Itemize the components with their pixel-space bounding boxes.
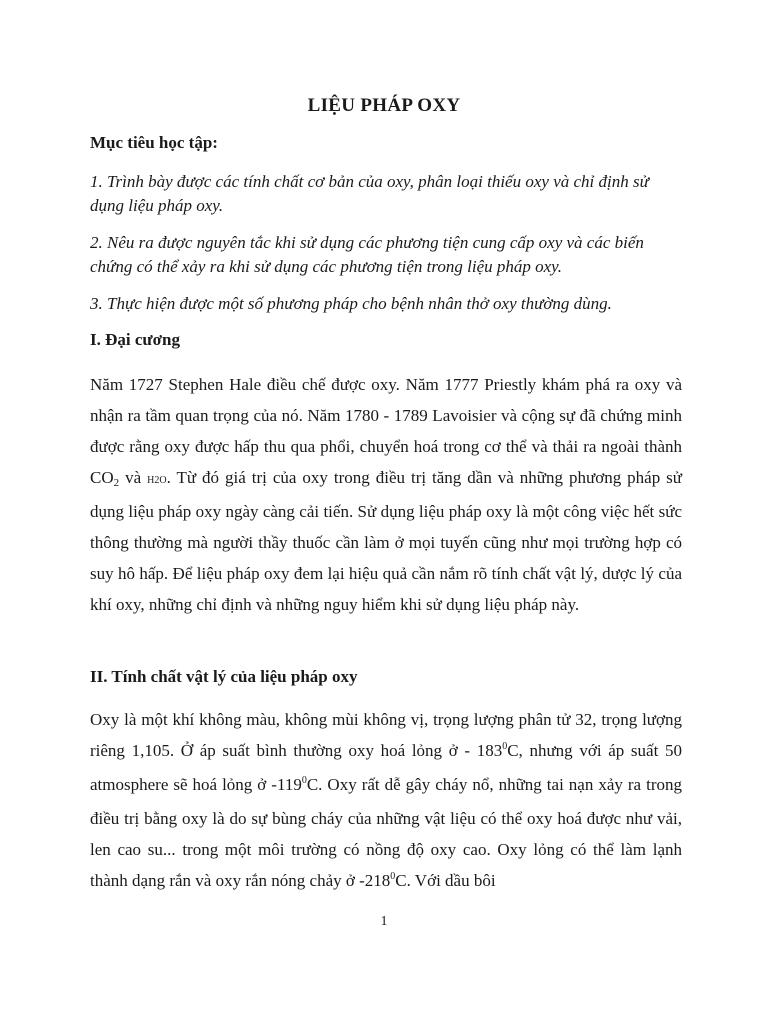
paragraph-text: C. Oxy rất dễ gây cháy nổ, những tai nạn xảy ra trong điều trị bằng oxy là do sự bùng cháy của những vật liệu có thể oxy hoá được như vải, len cao su... trong một môi trường có nồng độ oxy cao. Oxy lỏng có thể làm lạnh thành dạng rắn và oxy rắn nóng chảy ở -218	[90, 775, 682, 890]
section-general-paragraph	[90, 369, 682, 620]
paragraph-text: . Từ đó giá trị của oxy trong điều trị tăng dần và những phương pháp sử dụng liệu pháp oxy ngày càng cải tiến. Sử dụng liệu pháp oxy là một công việc hết sức thông thường mà người thầy thuốc cần làm ở mọi tuyến cũng như mọi trường hợp có suy hô hấp. Để liệu pháp oxy đem lại hiệu quả cần nắm rõ tính chất vật lý, dược lý của khí oxy, những chỉ định và những nguy hiểm khi sử dụng liệu pháp này.	[90, 468, 683, 614]
degree-superscript: 0	[502, 741, 508, 752]
paragraph-text: và	[119, 468, 148, 487]
document-title: LIỆU PHÁP OXY	[307, 95, 461, 116]
co2-subscript: 2	[113, 477, 120, 489]
objective-item: 3. Thực hiện được một số phương pháp cho bệnh nhân thở oxy thường dùng.	[90, 294, 612, 313]
section-heading-physical-properties: II. Tính chất vật lý của liệu pháp oxy	[90, 667, 358, 686]
paragraph-text: Năm 1727 Stephen Hale điều chế được oxy. Năm 1777 Priestly khám phá ra oxy và nhận ra tầm quan trọng của nó. Năm 1780 - 1789 Lavoisier và cộng sự đã chứng minh được rằng oxy được hấp thu qua phổi, chuyển hoá trong cơ thể và thải ra ngoài thành CO	[90, 375, 682, 487]
section-physical-paragraph	[90, 704, 682, 899]
objective-item: 2. Nêu ra được nguyên tắc khi sử dụng các phương tiện cung cấp oxy và các biến chứng có thể xảy ra khi sử dụng các phương tiện trong liệu pháp oxy.	[90, 233, 644, 276]
paragraph-text: C. Với dầu bôi	[395, 871, 496, 890]
degree-superscript: 0	[390, 871, 396, 882]
page-number: 1	[380, 914, 388, 929]
paragraph-text: Oxy là một khí không màu, không mùi không vị, trọng lượng phân tử 32, trọng lượng riêng 1,105. Ở áp suất bình thường oxy hoá lỏng ở - 183	[90, 710, 682, 760]
degree-superscript: 0	[301, 775, 307, 786]
paragraph-text: C, nhưng với áp suất 50 atmosphere sẽ hoá lỏng ở -119	[90, 741, 682, 794]
section-heading-general: I. Đại cương	[90, 330, 180, 349]
objective-item: 1. Trình bày được các tính chất cơ bản của oxy, phân loại thiếu oxy và chỉ định sử dụng liệu pháp oxy.	[90, 172, 649, 215]
objectives-heading: Mục tiêu học tập:	[90, 133, 218, 152]
h2o-formula: H2O	[147, 475, 167, 486]
